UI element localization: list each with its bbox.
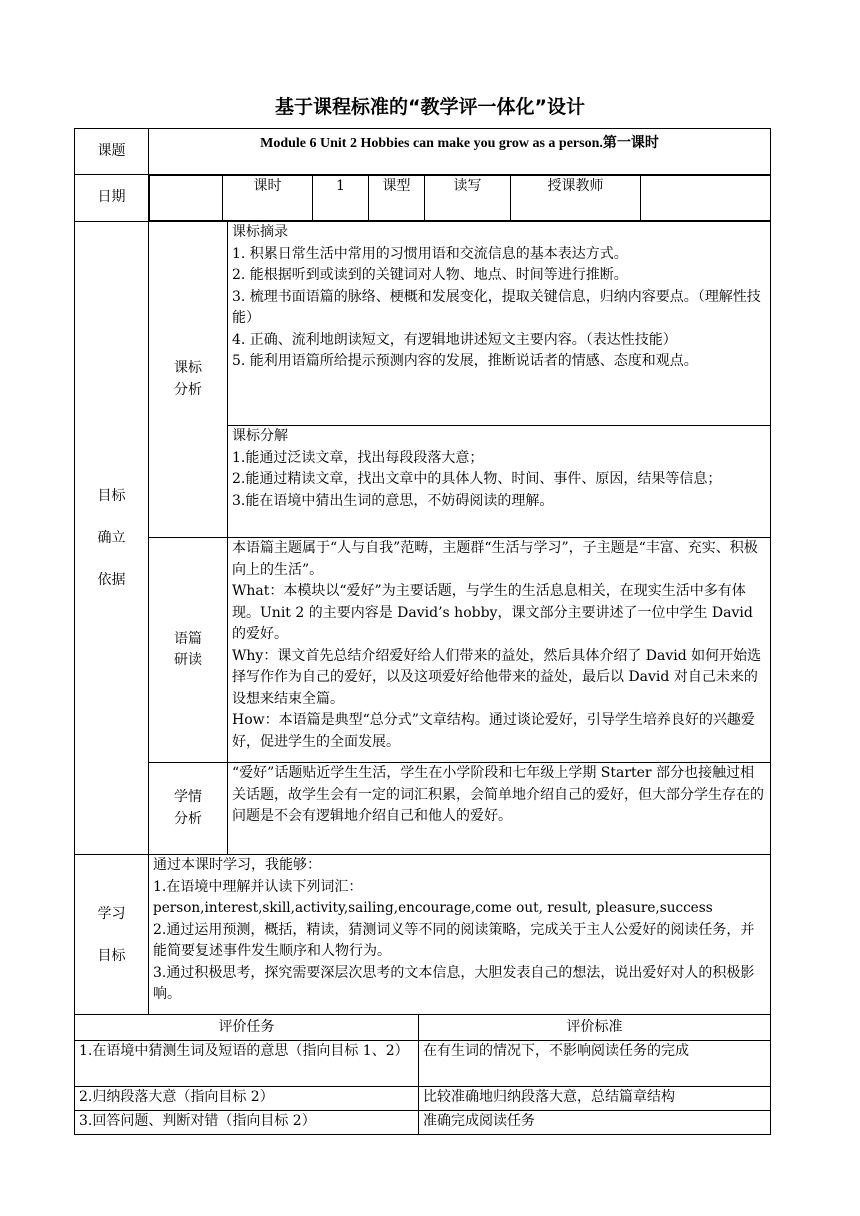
standard-excerpt-item: 2. 能根据听到或读到的关键词对人物、地点、时间等进行推断。 xyxy=(232,267,628,283)
eval-standard: 比较准确地归纳段落大意，总结篇章结构 xyxy=(419,1087,771,1111)
text-study-item: Why：课文首先总结介绍爱好给人们带来的益处，然后具体介绍了 David 如何开始选择写作作为自己的爱好，以及这项爱好给他带来的益处，最后以 David 对自己未来的设想来结束全篇。 xyxy=(232,647,762,707)
standard-breakdown-heading: 课标分解 xyxy=(232,428,288,444)
topic-label: 课题 xyxy=(75,129,149,175)
teacher-label: 授课教师 xyxy=(511,176,641,221)
learning-goals-cell xyxy=(149,855,771,1015)
learning-goals-label: 学习 目标 xyxy=(75,855,149,1015)
learning-goal-item: person,interest,skill,activity,sailing,encourage,come out, result, pleasure,success xyxy=(153,900,713,916)
lesson-design-table xyxy=(74,128,771,1135)
period-label: 课时 xyxy=(223,176,313,221)
standard-excerpt-item: 5. 能利用语篇所给提示预测内容的发展，推断说话者的情感、态度和观点。 xyxy=(232,353,698,369)
learning-goal-item: 1.在语境中理解并认读下列词汇： xyxy=(153,878,363,895)
standard-excerpt-heading: 课标摘录 xyxy=(232,224,288,240)
text-study-cell xyxy=(228,538,771,763)
student-analysis-cell: “爱好”话题贴近学生生活，学生在小学阶段和七年级上学期 Starter 部分也接触过相关话题，故学生会有一定的词汇积累，会简单地介绍自己的爱好，但大部分学生存在的问题是不会有逻辑地介绍自己和他人的爱好。 xyxy=(228,763,771,855)
text-study-item: 本语篇主题属于“人与自我”范畴，主题群“生活与学习”，子主题是“丰富、充实、积极向上的生活”。 xyxy=(232,540,758,578)
standard-breakdown-item: 2.能通过精读文章，找出文章中的具体人物、时间、事件、原因，结果等信息； xyxy=(232,471,722,487)
eval-task-header: 评价任务 xyxy=(75,1015,419,1041)
text-study-item: What：本模块以“爱好”为主要话题，与学生的生活息息相关，在现实生活中多有体现。Unit 2 的主要内容是 David’s hobby，课文部分主要讲述了一位中学生 David 的爱好。 xyxy=(232,583,753,642)
period-value: 1 xyxy=(313,176,369,221)
eval-task: 3.回答问题、判断对错（指向目标 2） xyxy=(75,1111,419,1135)
learning-goal-item: 3.通过积极思考，探究需要深层次思考的文本信息，大胆发表自己的想法，说出爱好对人的积极影响。 xyxy=(153,964,755,1002)
standard-excerpt-cell xyxy=(228,222,771,426)
teacher-value xyxy=(641,176,771,221)
text-study-label: 语篇 研读 xyxy=(149,538,228,763)
standard-excerpt-item: 4. 正确、流利地朗读短文，有逻辑地讲述短文主要内容。（表达性技能） xyxy=(232,331,677,348)
page-title: 基于课程标准的“教学评一体化”设计 xyxy=(275,96,585,118)
eval-standard: 准确完成阅读任务 xyxy=(419,1111,771,1135)
eval-standard-header: 评价标准 xyxy=(419,1015,771,1041)
standard-excerpt-item: 3. 梳理书面语篇的脉络、梗概和发展变化，提取关键信息，归纳内容要点。（理解性技能） xyxy=(232,288,761,326)
learning-goal-item: 通过本课时学习，我能够： xyxy=(153,857,321,873)
standard-breakdown-item: 3.能在语境中猜出生词的意思，不妨碍阅读的理解。 xyxy=(232,492,554,509)
info-row xyxy=(149,175,771,222)
standard-breakdown-item: 1.能通过泛读文章，找出每段段落大意； xyxy=(232,449,484,466)
eval-task: 1.在语境中猜测生词及短语的意思（指向目标 1、2） xyxy=(75,1041,419,1087)
eval-standard: 在有生词的情况下，不影响阅读任务的完成 xyxy=(419,1041,771,1087)
date-label: 日期 xyxy=(75,175,149,222)
standard-excerpt-item: 1. 积累日常生活中常用的习惯用语和交流信息的基本表达方式。 xyxy=(232,245,628,262)
text-study-item: How：本语篇是典型“总分式”文章结构。通过谈论爱好，引导学生培养良好的兴趣爱好，促进学生的全面发展。 xyxy=(232,712,755,750)
basis-label: 目标 确立 依据 xyxy=(75,222,149,855)
standard-analysis-label: 课标 分析 xyxy=(149,222,228,538)
learning-goal-item: 2.通过运用预测，概括，精读，猜测词义等不同的阅读策略，完成关于主人公爱好的阅读任务，并能简要复述事件发生顺序和人物行为。 xyxy=(153,921,755,959)
standard-breakdown-cell xyxy=(228,426,771,538)
type-value: 读写 xyxy=(425,176,511,221)
course-title: Module 6 Unit 2 Hobbies can make you grow as a person.第一课时 xyxy=(149,129,771,175)
type-label: 课型 xyxy=(369,176,425,221)
student-analysis-label: 学情 分析 xyxy=(149,763,228,855)
date-value xyxy=(150,176,223,221)
eval-task: 2.归纳段落大意（指向目标 2） xyxy=(75,1087,419,1111)
